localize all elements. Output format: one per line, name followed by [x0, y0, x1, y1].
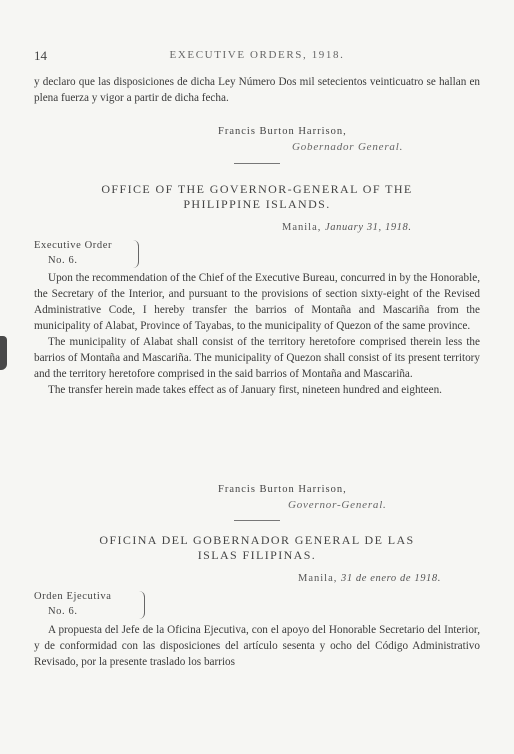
date-value: 31 de enero de 1918.: [341, 573, 441, 584]
section-divider: [234, 520, 280, 521]
order-label: Orden Ejecutiva: [34, 591, 112, 602]
margin-ink-mark: [0, 336, 7, 370]
office-heading-english: [34, 182, 480, 212]
order-no: No. 6.: [48, 255, 78, 266]
order-number-spanish: [34, 589, 112, 619]
spanish-order-body: [34, 622, 480, 670]
order-paragraph: The transfer herein made takes effect as of January first, nineteen hundred and eighteen.: [48, 384, 442, 396]
office-heading-spanish: [34, 533, 480, 563]
page-number: 14: [34, 48, 47, 63]
office-heading-line: PHILIPPINE ISLANDS.: [183, 197, 331, 211]
date-place: Manila,: [282, 222, 322, 233]
running-title: EXECUTIVE ORDERS, 1918.: [169, 49, 345, 61]
date-value: January 31, 1918.: [325, 222, 412, 233]
office-heading-line: ISLAS FILIPINAS.: [197, 548, 317, 562]
brace-mark: [136, 591, 145, 619]
order-paragraph: Upon the recommendation of the Chief of the Executive Bureau, concurred in by the Honorable, the Secretary of the Interior, and pursuant to the provisions of section sixty-eight of the Revised Administrative Code, I hereby transfer the barrios of Montaña and Mascariña from the municipality of Alabat, Province of Tayabas, to the municipality of Quezon of the same province.: [34, 272, 480, 332]
order-number-english: [34, 238, 112, 268]
signature-title: Gobernador General.: [292, 141, 404, 153]
signature-name: Francis Burton Harrison,: [218, 484, 347, 495]
order-label: Executive Order: [34, 240, 113, 251]
brace-mark: [130, 240, 139, 268]
order-no: No. 6.: [48, 606, 78, 617]
closing-paragraph: y declaro que las disposiciones de dicha Ley Número Dos mil setecientos veinticuatro se hallan en plena fuerza y vigor a partir de dicha fecha.: [34, 76, 480, 104]
order-paragraph: The municipality of Alabat shall consist of the territory heretofore comprised therein less the barrios of Montaña and Mascariña. The municipality of Quezon shall consist of its present territory and the territory heretofore comprised in the said barrios of Montaña and Mascariña.: [34, 336, 480, 380]
previous-order-closing: [34, 74, 480, 106]
order-date-english: [282, 222, 412, 233]
section-divider: [234, 163, 280, 164]
order-date-spanish: [298, 573, 441, 584]
order-paragraph: A propuesta del Jefe de la Oficina Ejecutiva, con el apoyo del Honorable Secretario del Interior, y de conformidad con las disposiciones del artículo sesenta y ocho del Código Administrativo Revisado, por la presente traslado los barrios: [34, 624, 480, 668]
page-header: [34, 48, 480, 66]
office-heading-line: OFFICE OF THE GOVERNOR-GENERAL OF THE: [101, 182, 413, 196]
office-heading-line: OFICINA DEL GOBERNADOR GENERAL DE LAS: [99, 533, 415, 547]
english-order-body: [34, 270, 480, 398]
signature-name: Francis Burton Harrison,: [218, 126, 347, 137]
date-place: Manila,: [298, 573, 338, 584]
signature-title: Governor-General.: [288, 499, 387, 511]
